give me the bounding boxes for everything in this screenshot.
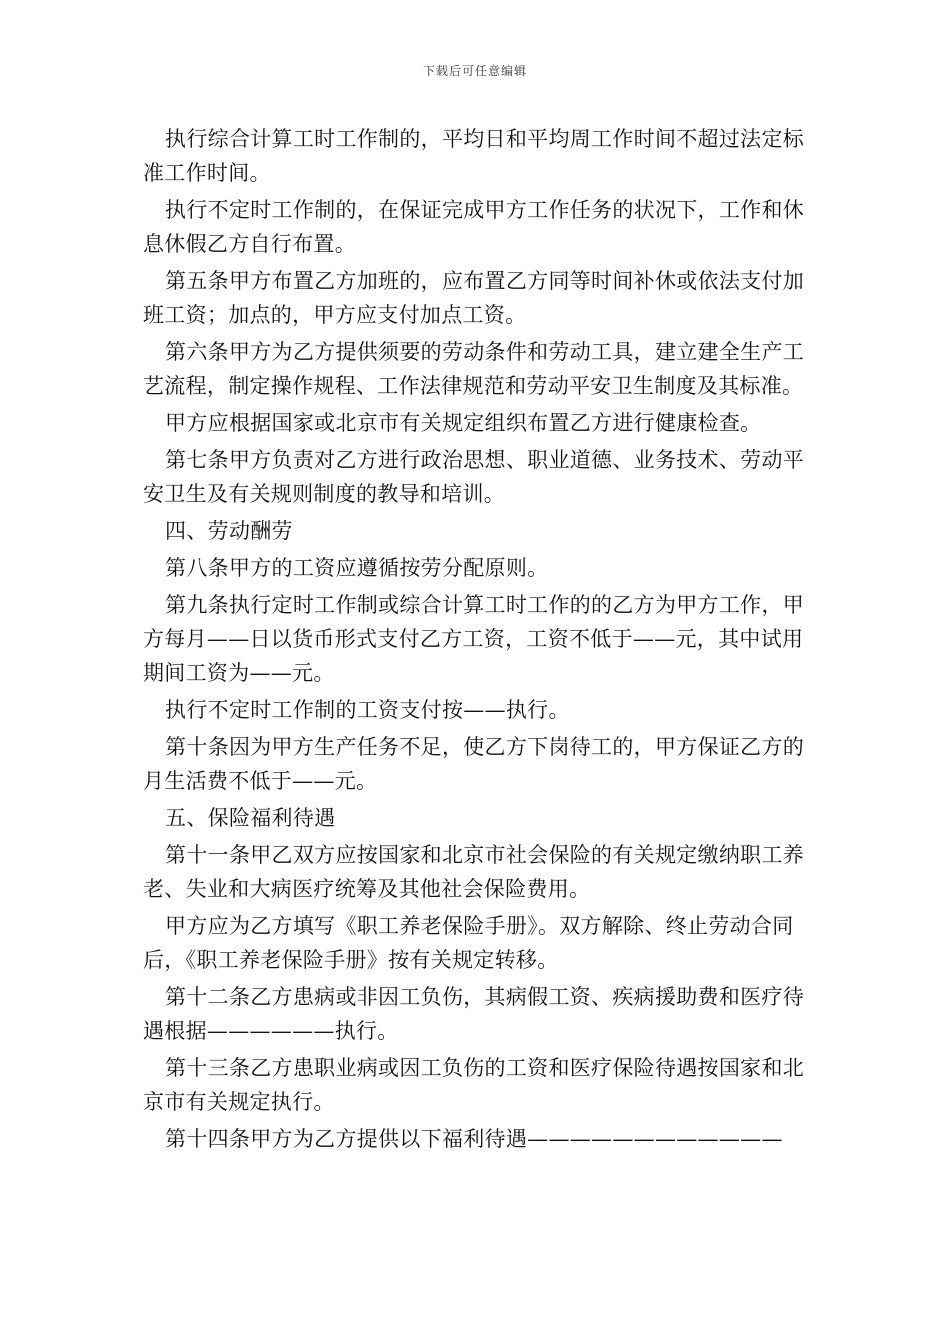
paragraph-15: 第十二条乙方患病或非因工负伤，其病假工资、疾病援助费和医疗待遇根据——————执行。 [143, 985, 805, 1043]
paragraph-8: 第八条甲方的工资应遵循按劳分配原则。 [165, 556, 549, 580]
page-header: 下载后可任意编辑 [422, 64, 527, 78]
paragraph-3: 第五条甲方布置乙方加班的，应布置乙方同等时间补休或依法支付加班工资；加点的，甲方应支付加点工资。 [143, 269, 805, 327]
paragraph-11: 第十条因为甲方生产任务不足，使乙方下岗待工的，甲方保证乙方的月生活费不低于——元。 [143, 735, 805, 793]
paragraph-6: 第七条甲方负责对乙方进行政治思想、职业道德、业务技术、劳动平安卫生及有关规则制度的教导和培训。 [143, 448, 805, 506]
paragraph-1: 执行综合计算工时工作制的，平均日和平均周工作时间不超过法定标准工作时间。 [143, 127, 805, 185]
paragraph-9: 第九条执行定时工作制或综合计算工时工作的的乙方为甲方工作，甲方每月——日以货币形式支付乙方工资，工资不低于——元，其中试用期间工资为——元。 [143, 593, 805, 685]
paragraph-16: 第十三条乙方患职业病或因工负伤的工资和医疗保险待遇按国家和北京市有关规定执行。 [143, 1056, 805, 1114]
paragraph-10: 执行不定时工作制的工资支付按——执行。 [165, 698, 570, 722]
paragraph-4: 第六条甲方为乙方提供须要的劳动条件和劳动工具，建立建全生产工艺流程，制定操作规程、工作法律规范和劳动平安卫生制度及其标准。 [143, 340, 805, 398]
section-heading-5: 五、保险福利待遇 [165, 806, 336, 830]
paragraph-13: 第十一条甲乙双方应按国家和北京市社会保险的有关规定缴纳职工养老、失业和大病医疗统筹及其他社会保险费用。 [143, 843, 805, 901]
paragraph-14: 甲方应为乙方填写《职工养老保险手册》。双方解除、终止劳动合同后，《职工养老保险手册》按有关规定转移。 [143, 914, 794, 972]
paragraph-2: 执行不定时工作制的，在保证完成甲方工作任务的状况下，工作和休息休假乙方自行布置。 [143, 198, 805, 256]
document-body [143, 122, 808, 1159]
paragraph-5: 甲方应根据国家或北京市有关规定组织布置乙方进行健康检查。 [165, 411, 762, 435]
paragraph-17: 第十四条甲方为乙方提供以下福利待遇———————————— [165, 1127, 783, 1151]
section-heading-4: 四、劳动酬劳 [165, 519, 293, 543]
